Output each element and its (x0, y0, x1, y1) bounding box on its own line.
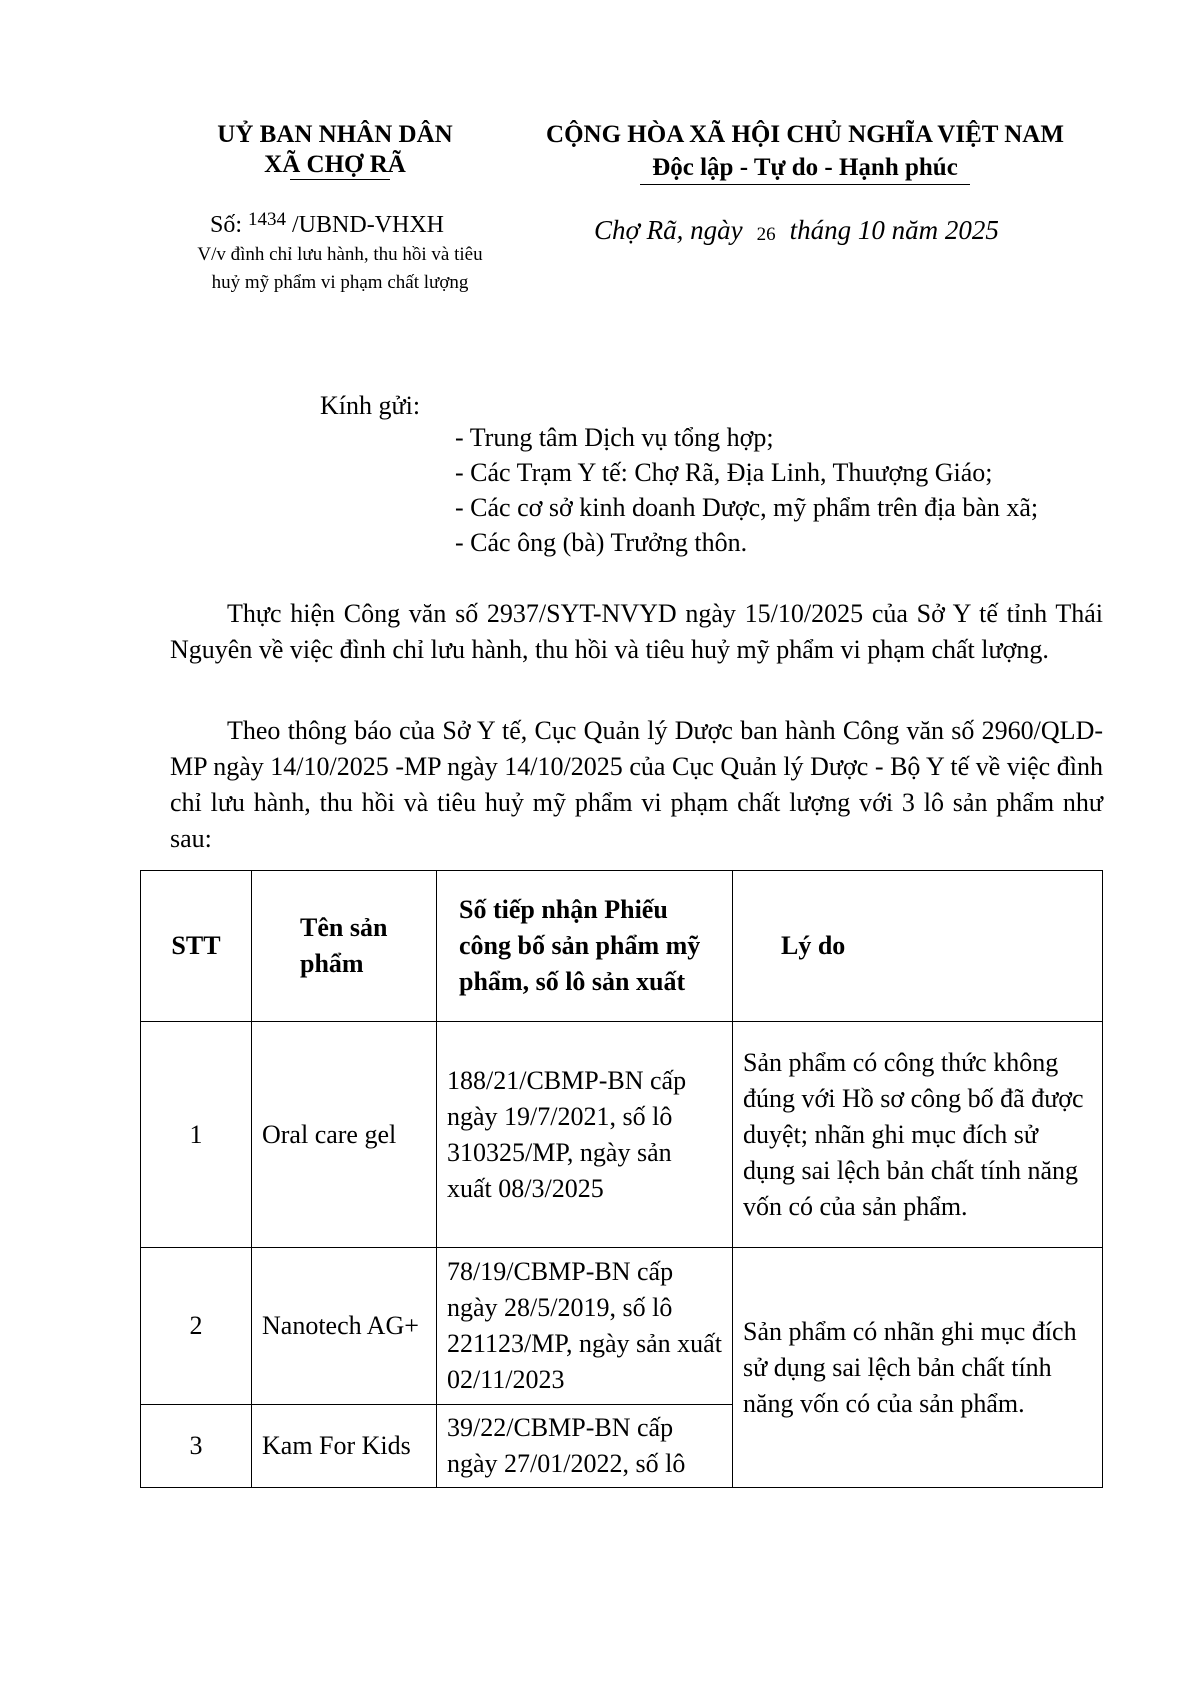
recipient-list (455, 420, 1038, 560)
recipient-item: - Các ông (bà) Trưởng thôn. (455, 528, 748, 557)
place-date (594, 215, 1074, 246)
motto-underline (640, 184, 970, 185)
cell-product-name: Nanotech AG+ (252, 1248, 437, 1405)
document-number-suffix: /UBND-VHXH (292, 212, 445, 238)
header-reason: Lý do (733, 871, 1103, 1022)
document-number-prefix: Số: (210, 212, 243, 238)
cell-stt: 2 (141, 1248, 252, 1405)
body-paragraph-2: Theo thông báo của Sở Y tế, Cục Quản lý Dược ban hành Công văn số 2960/QLD-MP ngày 14/10/2025 -MP ngày 14/10/2025 của Cục Quản lý Dược - Bộ Y tế về việc đình chỉ lưu hành, thu hồi và tiêu huỷ mỹ phẩm vi phạm chất lượng với 3 lô sản phẩm như sau: (170, 716, 1103, 853)
cell-stt: 3 (141, 1405, 252, 1488)
header-registration-number: Số tiếp nhận Phiếu công bố sản phẩm mỹ phẩm, số lô sản xuất (437, 871, 733, 1022)
recipient-item: - Các Trạm Y tế: Chợ Rã, Địa Linh, Thuượng Giáo; (455, 458, 993, 487)
product-table (140, 870, 1103, 1488)
national-motto: Độc lập - Tự do - Hạnh phúc (652, 154, 958, 181)
national-title: CỘNG HÒA XÃ HỘI CHỦ NGHĨA VIỆT NAM (546, 121, 1064, 148)
cell-product-name: Kam For Kids (252, 1405, 437, 1488)
date-day: 26 (756, 224, 776, 245)
cell-product-name: Oral care gel (252, 1022, 437, 1248)
cell-registration-number: 78/19/CBMP-BN cấp ngày 28/5/2019, số lô 221123/MP, ngày sản xuất 02/11/2023 (437, 1248, 733, 1405)
header-product-name: Tên sản phẩm (252, 871, 437, 1022)
subject-line-1: V/v đình chỉ lưu hành, thu hồi và tiêu (197, 244, 483, 265)
recipient-item: - Các cơ sở kinh doanh Dược, mỹ phẩm trên địa bàn xã; (455, 493, 1039, 522)
document-number (210, 209, 510, 239)
registration-number-text: 39/22/CBMP-BN cấp ngày 27/01/2022, số lô (447, 1413, 686, 1478)
table-row (141, 1248, 1103, 1405)
table-header-row (141, 871, 1103, 1022)
subject-line-2: huỷ mỹ phẩm vi phạm chất lượng (211, 272, 469, 293)
document-number-value: 1434 (248, 209, 287, 230)
issuing-commune: XÃ CHỢ RÃ (264, 151, 406, 178)
authority-underline (290, 179, 390, 180)
issuing-authority: UỶ BAN NHÂN DÂN (217, 121, 453, 148)
table-row (141, 1022, 1103, 1248)
cell-registration-number: 188/21/CBMP-BN cấp ngày 19/7/2021, số lô 310325/MP, ngày sản xuất 08/3/2025 (437, 1022, 733, 1248)
cell-reason-shared: Sản phẩm có nhãn ghi mục đích sử dụng sai lệch bản chất tính năng vốn có của sản phẩm. (733, 1248, 1103, 1488)
body-paragraph-1: Thực hiện Công văn số 2937/SYT-NVYD ngày 15/10/2025 của Sở Y tế tỉnh Thái Nguyên về việc đình chỉ lưu hành, thu hồi và tiêu huỷ mỹ phẩm vi phạm chất lượng. (170, 599, 1103, 664)
greeting: Kính gửi: (320, 391, 421, 420)
document-subject (190, 241, 490, 297)
date-prefix: Chợ Rã, ngày (594, 215, 743, 245)
date-suffix: tháng 10 năm 2025 (789, 215, 999, 245)
recipient-item: - Trung tâm Dịch vụ tổng hợp; (455, 423, 774, 452)
header-stt: STT (141, 871, 252, 1022)
cell-registration-number (437, 1405, 733, 1488)
cell-stt: 1 (141, 1022, 252, 1248)
cell-reason: Sản phẩm có công thức không đúng với Hồ sơ công bố đã được duyệt; nhãn ghi mục đích sử dụng sai lệch bản chất tính năng vốn có của sản phẩm. (733, 1022, 1103, 1248)
